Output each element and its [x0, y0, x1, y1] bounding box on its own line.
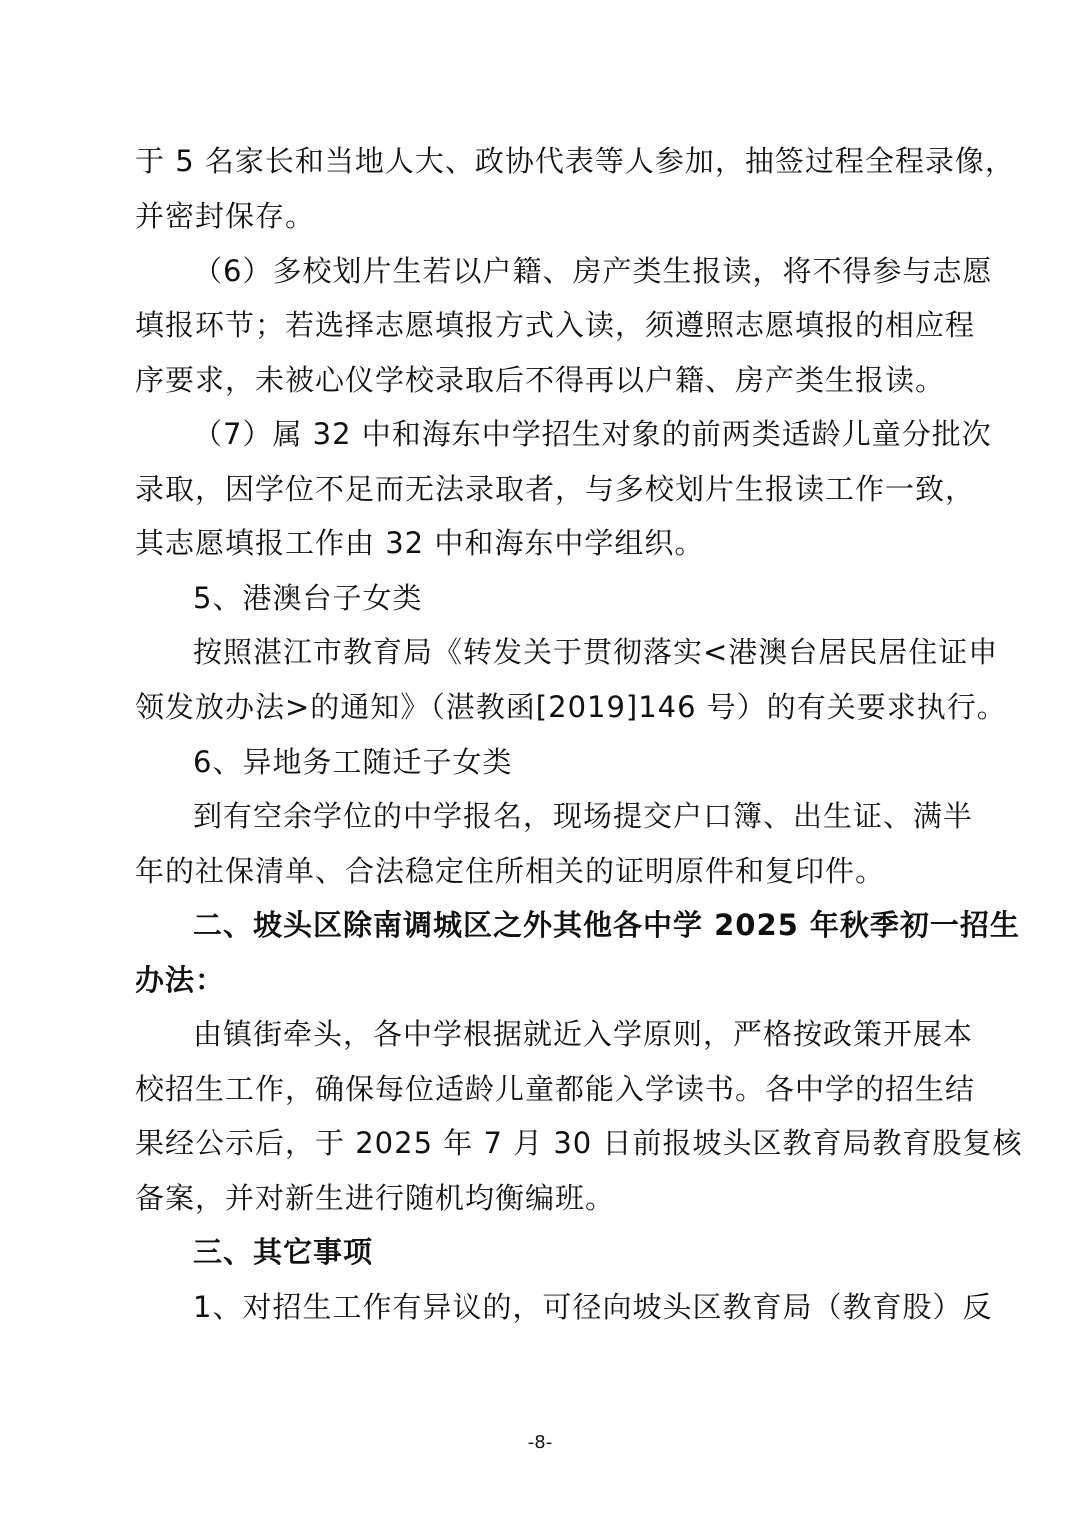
subsection-heading: 5、港澳台子女类 [193, 581, 423, 615]
body-text-line: 填报环节；若选择志愿填报方式入读，须遵照志愿填报的相应程 [135, 308, 976, 342]
page-number: -8- [527, 1432, 553, 1453]
body-text-line: 年的社保清单、合法稳定住所相关的证明原件和复印件。 [135, 854, 886, 888]
body-text-line: 到有空余学位的中学报名，现场提交户口簿、出生证、满半 [193, 799, 974, 833]
body-text-line: 果经公示后，于 2025 年 7 月 30 日前报坡头区教育局教育股复核 [135, 1126, 1023, 1160]
body-text-line: 序要求，未被心仪学校录取后不得再以户籍、房产类生报读。 [135, 363, 946, 397]
body-text-line: 其志愿填报工作由 32 中和海东中学组织。 [135, 526, 705, 560]
body-text-line: 录取，因学位不足而无法录取者，与多校划片生报读工作一致， [135, 472, 976, 506]
body-text-line: 1、对招生工作有异议的，可径向坡头区教育局（教育股）反 [193, 1290, 993, 1324]
body-text-line: 由镇街牵头，各中学根据就近入学原则，严格按政策开展本 [193, 1017, 974, 1051]
body-text-line: 按照湛江市教育局《转发关于贯彻落实<港澳台居民居住证申 [193, 635, 999, 669]
body-text-line: 于 5 名家长和当地人大、政协代表等人参加，抽签过程全程录像， [135, 144, 1015, 178]
section-heading: 办法： [135, 963, 226, 997]
body-text-line: （7）属 32 中和海东中学招生对象的前两类适龄儿童分批次 [193, 417, 992, 451]
body-text-line: 备案，并对新生进行随机均衡编班。 [135, 1181, 616, 1215]
section-heading: 三、其它事项 [193, 1235, 374, 1269]
body-text-line: 校招生工作，确保每位适龄儿童都能入学读书。各中学的招生结 [135, 1072, 976, 1106]
subsection-heading: 6、异地务工随迁子女类 [193, 745, 513, 779]
body-text-line: 领发放办法>的通知》（湛教函[2019]146 号）的有关要求执行。 [135, 690, 1007, 724]
section-heading: 二、坡头区除南调城区之外其他各中学 2025 年秋季初一招生 [193, 908, 1020, 942]
body-text-line: （6）多校划片生若以户籍、房产类生报读，将不得参与志愿 [193, 254, 993, 288]
body-text-line: 并密封保存。 [135, 199, 316, 233]
